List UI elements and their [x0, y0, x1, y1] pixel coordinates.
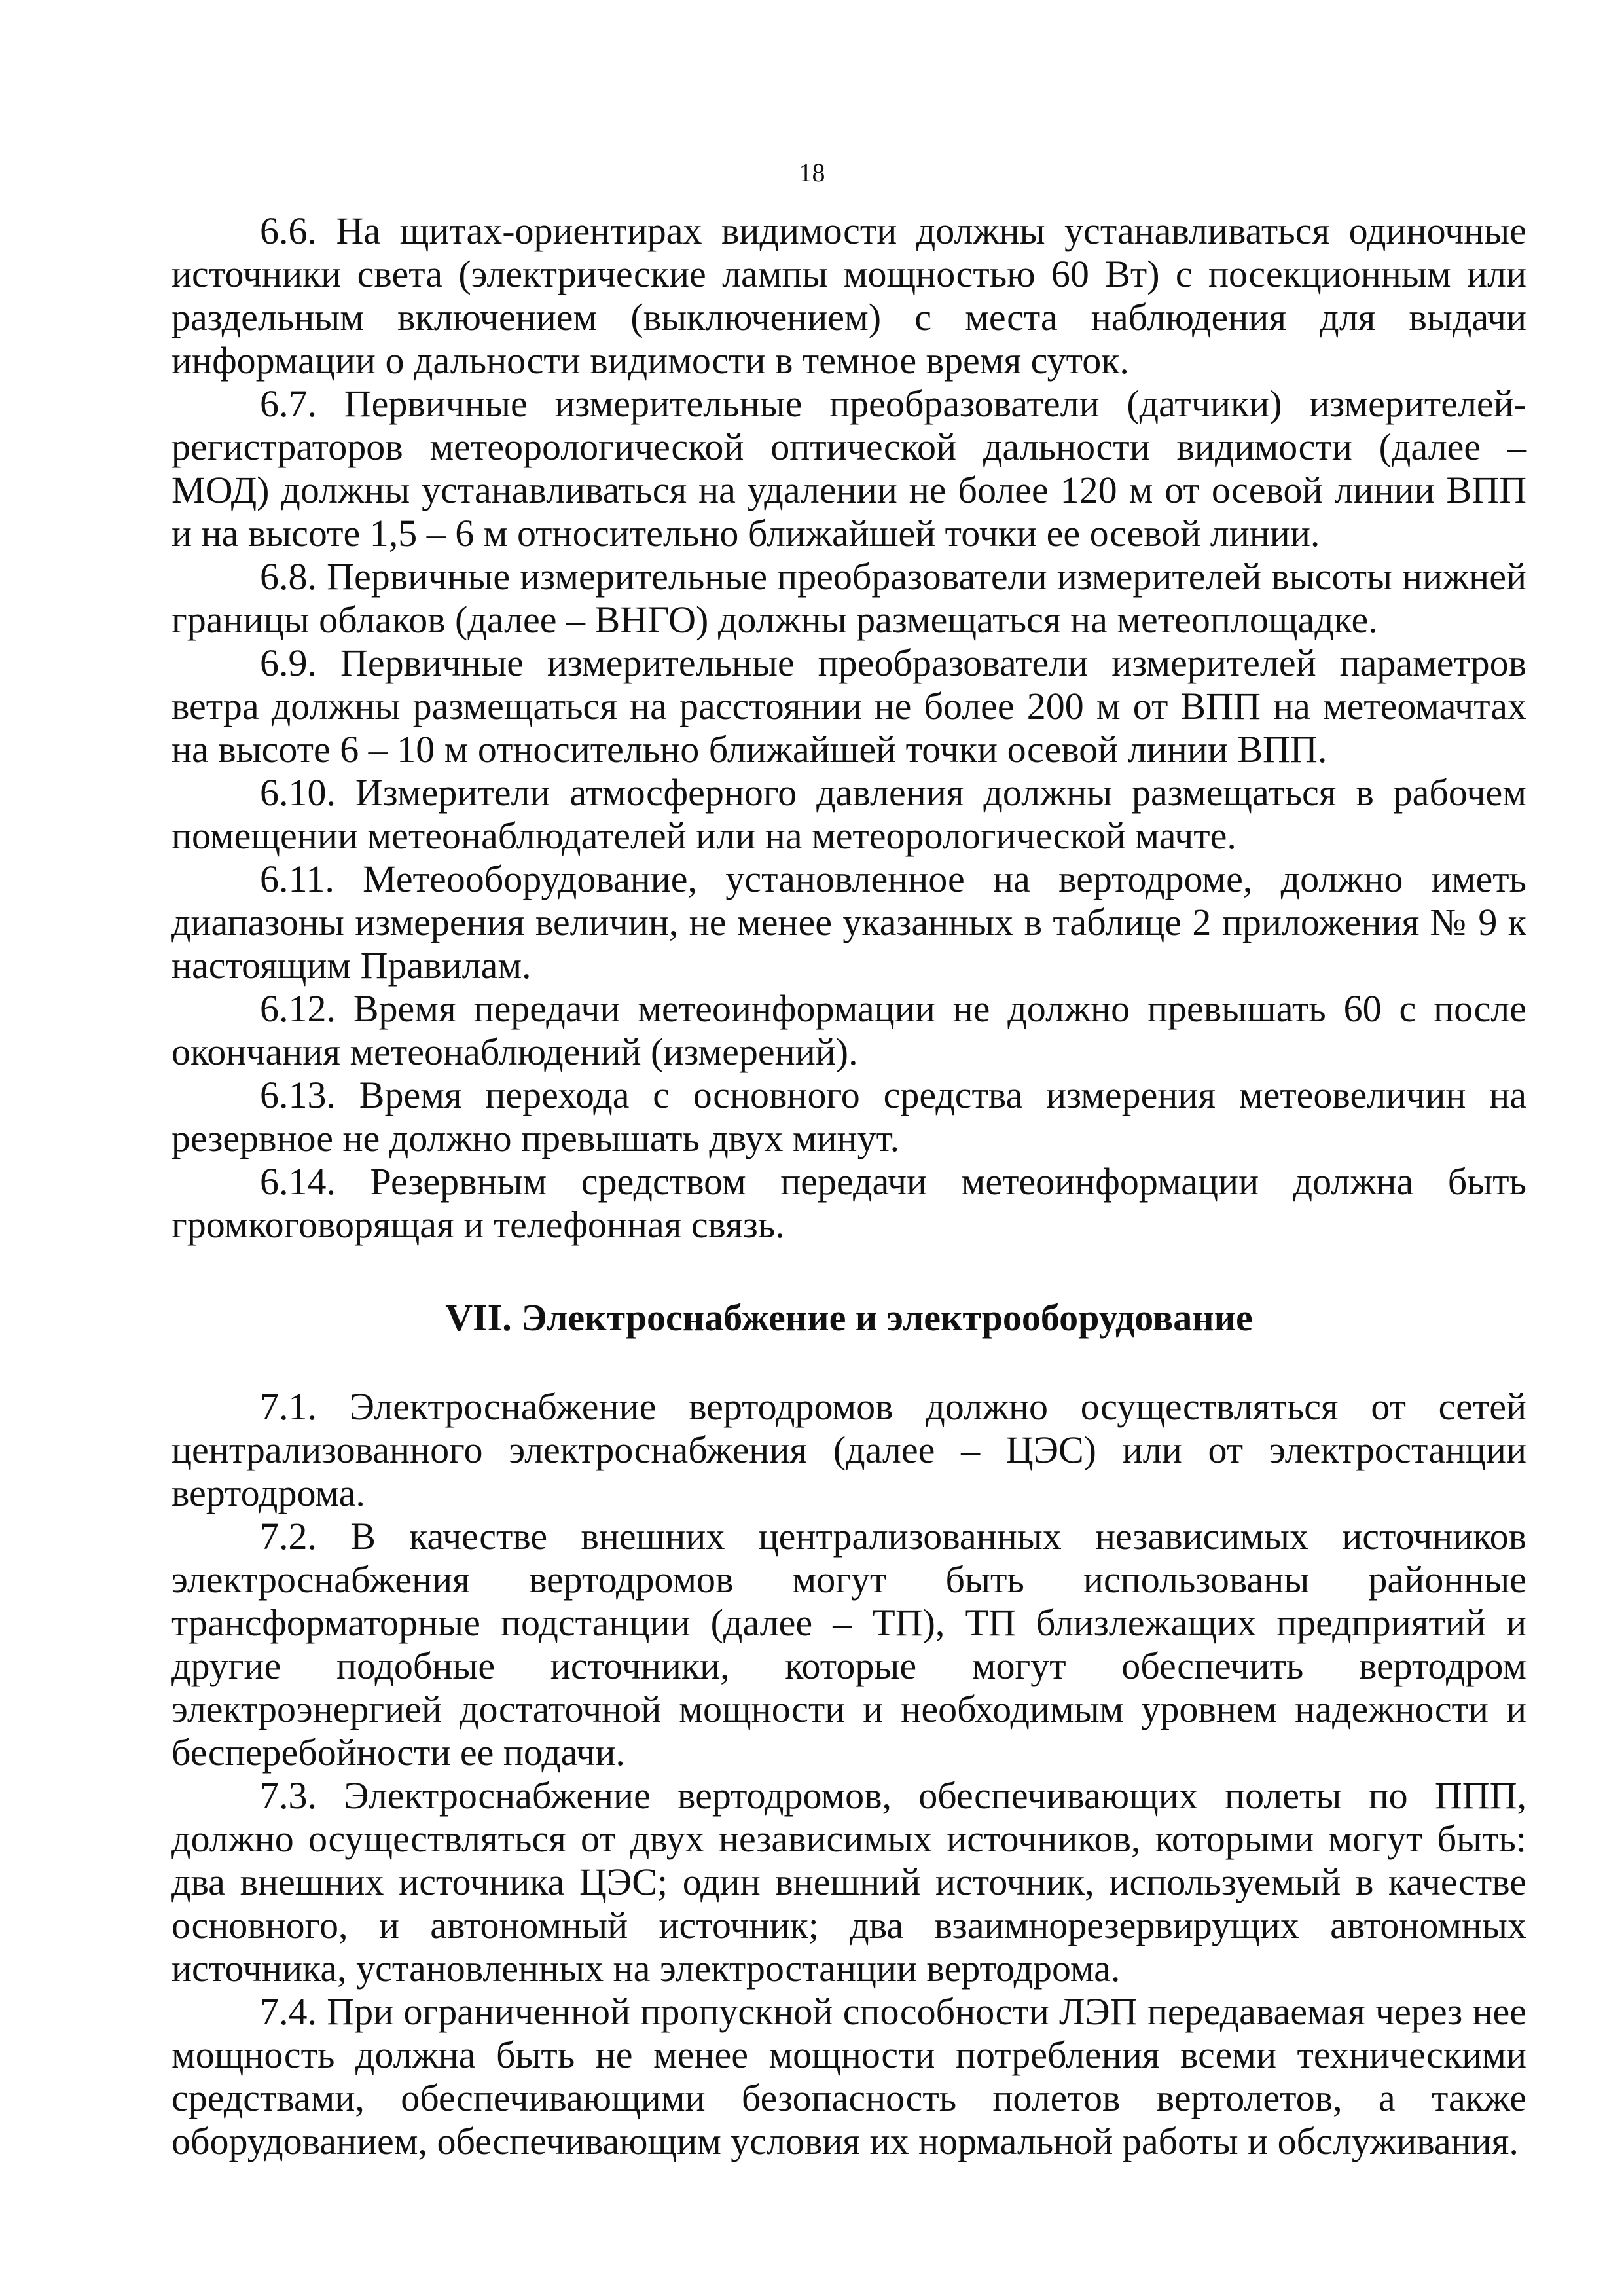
paragraph-7-1: 7.1. Электроснабжение вертодромов должно осуществляться от сетей централизованного электроснабжения (далее – ЦЭС) или от электростанции вертодрома. — [171, 1385, 1526, 1514]
paragraph-6-12: 6.12. Время передачи метеоинформации не должно превышать 60 с после окончания метеонаблюдений (измерений). — [171, 987, 1526, 1073]
paragraph-6-9: 6.9. Первичные измерительные преобразователи измерителей параметров ветра должны размещаться на расстоянии не более 200 м от ВПП на метеомачтах на высоте 6 – 10 м относительно ближайшей точки осевой линии ВПП. — [171, 642, 1526, 771]
paragraph-7-2: 7.2. В качестве внешних централизованных независимых источников электроснабжения вертодромов могут быть использованы районные трансформаторные подстанции (далее – ТП), ТП близлежащих предприятий и другие подобные источники, которые могут обеспечить вертодром электроэнергией достаточной мощности и необходимым уровнем надежности и бесперебойности ее подачи. — [171, 1515, 1526, 1774]
paragraph-6-11: 6.11. Метеооборудование, установленное на вертодроме, должно иметь диапазоны измерения величин, не менее указанных в таблице 2 приложения № 9 к настоящим Правилам. — [171, 858, 1526, 987]
document-body — [171, 210, 1526, 2163]
paragraph-6-14: 6.14. Резервным средством передачи метеоинформации должна быть громкоговорящая и телефонная связь. — [171, 1160, 1526, 1246]
paragraph-6-6: 6.6. На щитах-ориентирах видимости должны устанавливаться одиночные источники света (электрические лампы мощностью 60 Вт) с посекционным или раздельным включением (выключением) с места наблюдения для выдачи информации о дальности видимости в темное время суток. — [171, 210, 1526, 382]
paragraph-7-4: 7.4. При ограниченной пропускной способности ЛЭП передаваемая через нее мощность должна быть не менее мощности потребления всеми техническими средствами, обеспечивающими безопасность полетов вертолетов, а также оборудованием, обеспечивающим условия их нормальной работы и обслуживания. — [171, 1990, 1526, 2162]
paragraph-7-3: 7.3. Электроснабжение вертодромов, обеспечивающих полеты по ППП, должно осуществляться от двух независимых источников, которыми могут быть: два внешних источника ЦЭС; один внешний источник, используемый в качестве основного, и автономный источник; два взаимнорезервирущих автономных источника, установленных на электростанции вертодрома. — [171, 1774, 1526, 1990]
paragraph-6-13: 6.13. Время перехода с основного средства измерения метеовеличин на резервное не должно превышать двух минут. — [171, 1074, 1526, 1159]
paragraph-6-8: 6.8. Первичные измерительные преобразователи измерителей высоты нижней границы облаков (далее – ВНГО) должны размещаться на метеоплощадке. — [171, 555, 1526, 641]
paragraph-6-7: 6.7. Первичные измерительные преобразователи (датчики) измерителей-регистраторов метеорологической оптической дальности видимости (далее – МОД) должны устанавливаться на удалении не более 120 м от осевой линии ВПП и на высоте 1,5 – 6 м относительно ближайшей точки ее осевой линии. — [171, 382, 1526, 555]
section-heading: VII. Электроснабжение и электрооборудование — [445, 1296, 1253, 1339]
paragraph-6-10: 6.10. Измерители атмосферного давления должны размещаться в рабочем помещении метеонаблюдателей или на метеорологической мачте. — [171, 771, 1526, 857]
page-number: 18 — [799, 158, 825, 187]
